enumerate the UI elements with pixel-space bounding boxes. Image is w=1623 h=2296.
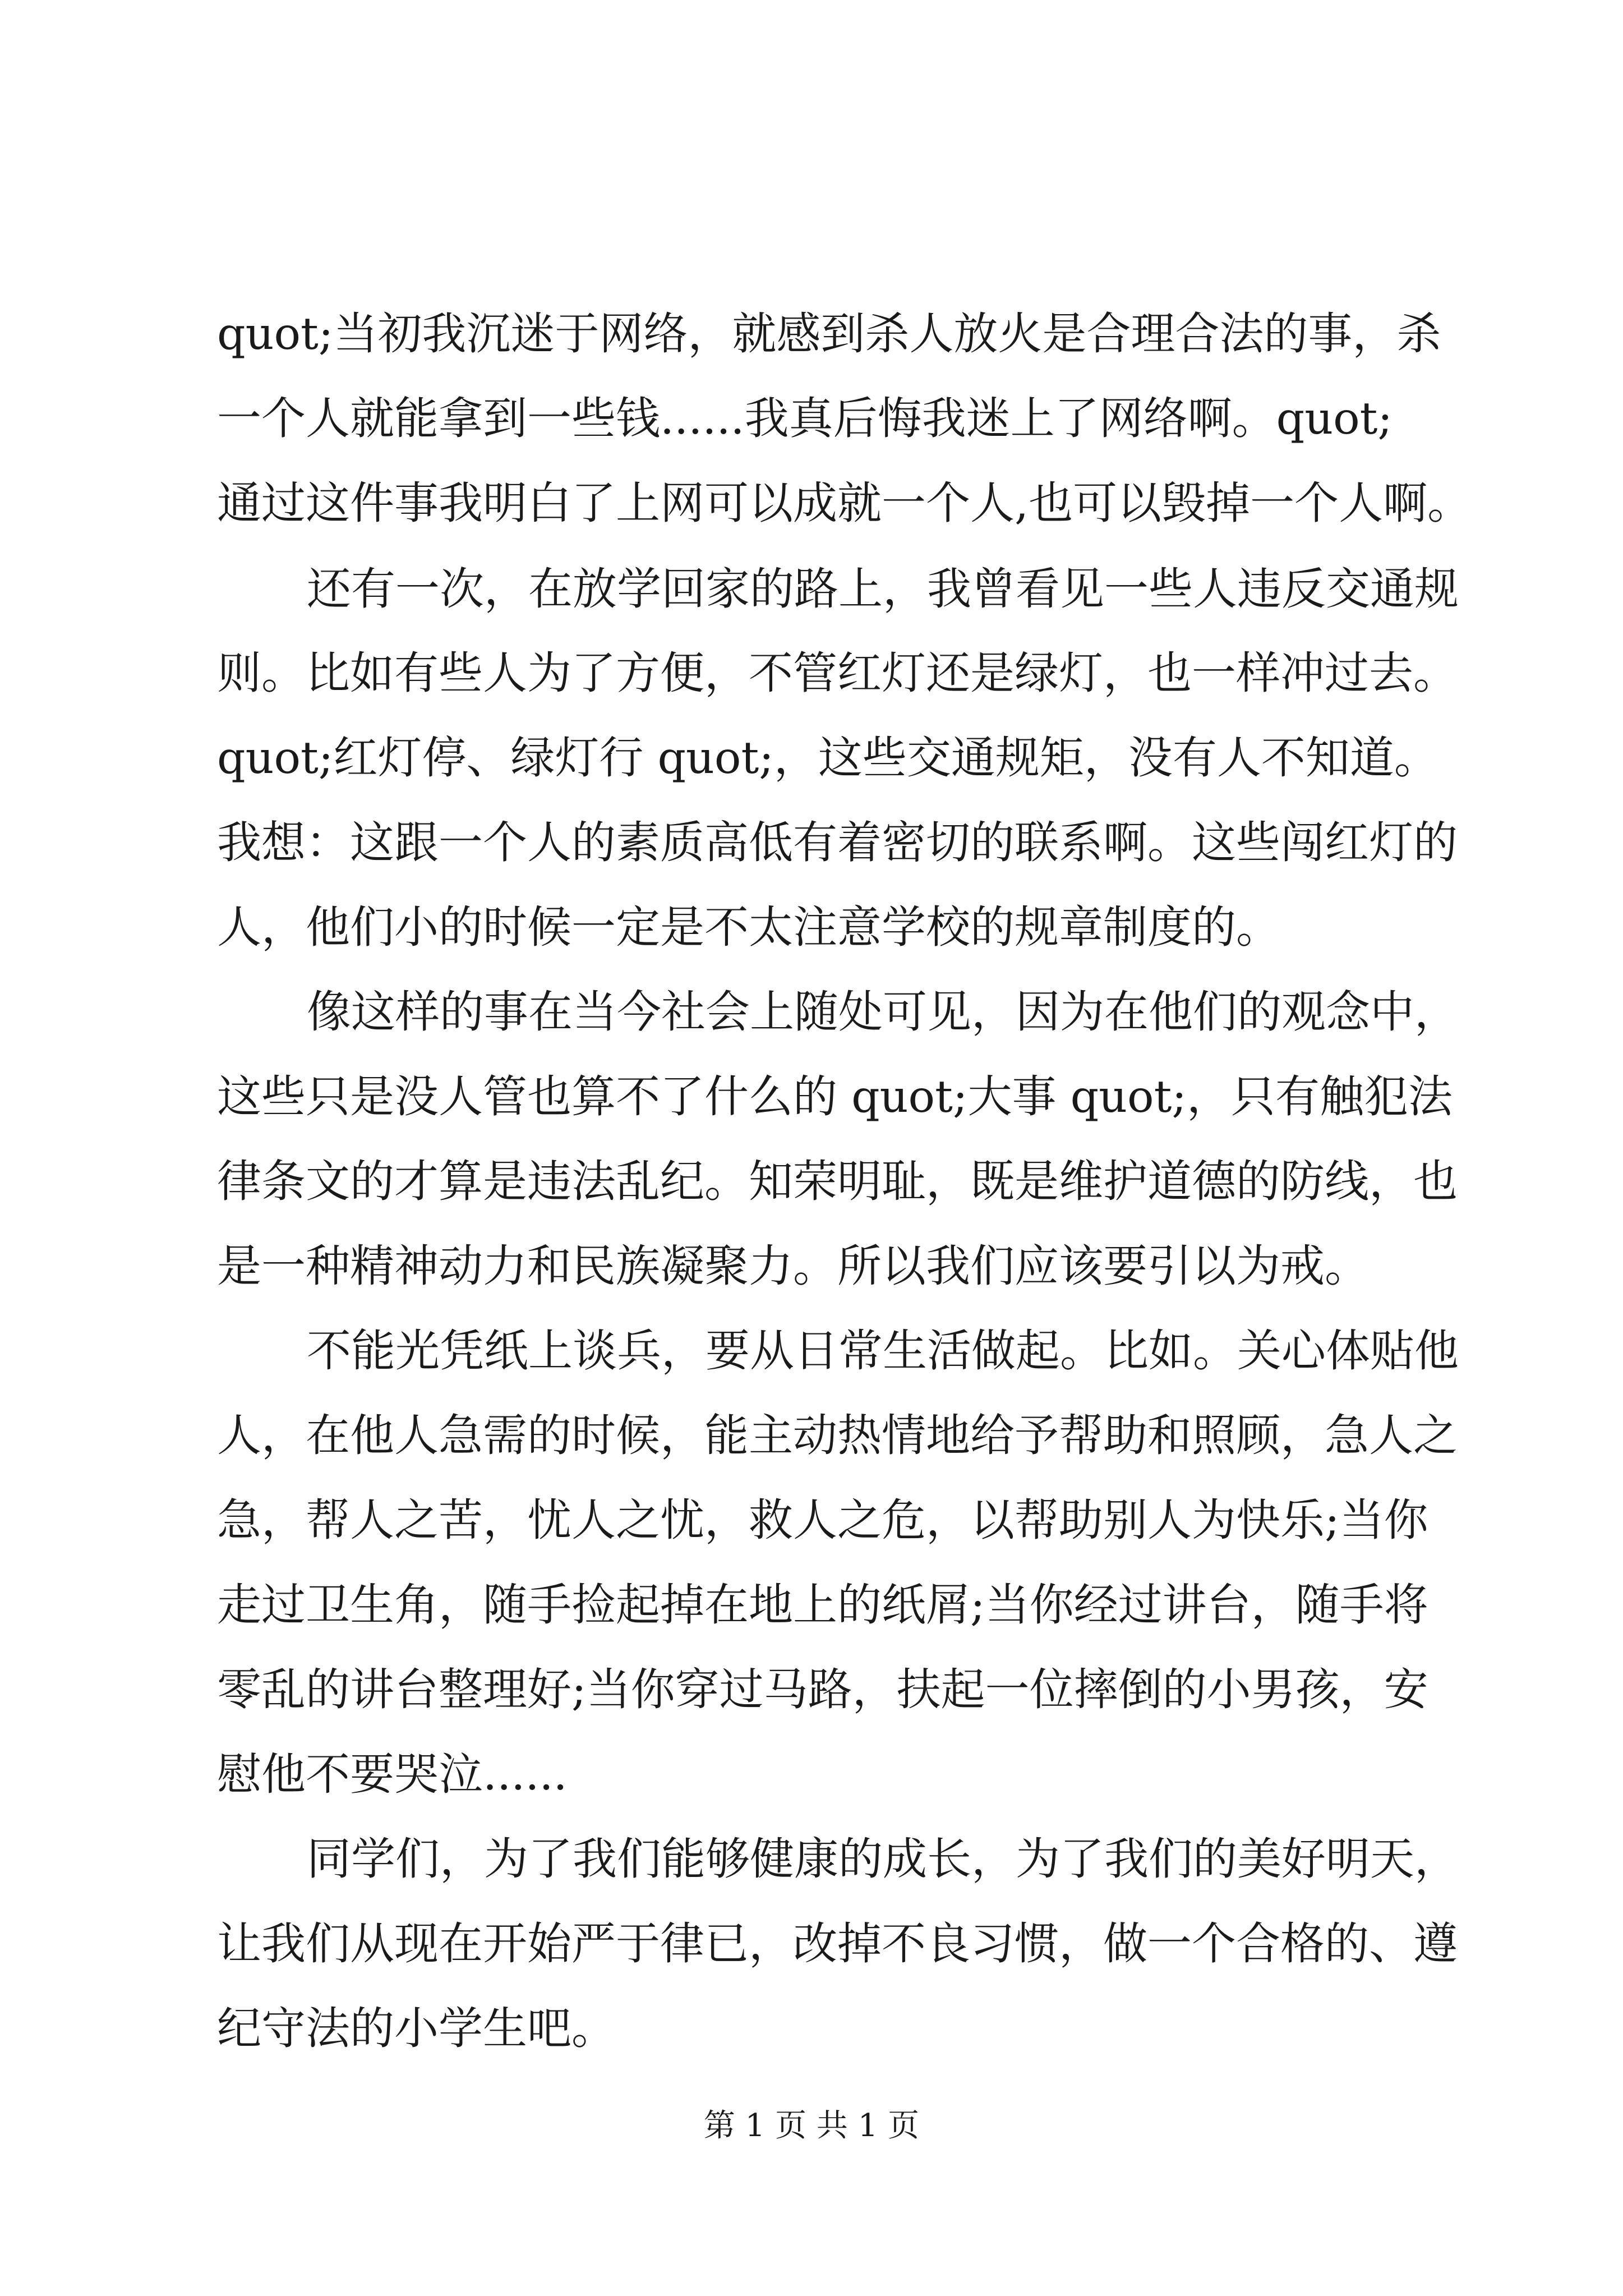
text-line: 急，帮人之苦，忧人之忧，救人之危，以帮助别人为快乐;当你	[217, 1494, 1428, 1546]
text-line: 零乱的讲台整理好;当你穿过马路，扶起一位摔倒的小男孩，安	[217, 1664, 1428, 1715]
text-line: 我想：这跟一个人的素质高低有着密切的联系啊。这些闯红灯的	[217, 817, 1458, 868]
text-line: 让我们从现在开始严于律已，改掉不良习惯，做一个合格的、遵	[217, 1918, 1458, 1970]
text-line: 通过这件事我明白了上网可以成就一个人,也可以毁掉一个人啊。	[217, 477, 1472, 529]
page-footer: 第 1 页 共 1 页	[703, 2108, 920, 2144]
text-line: 一个人就能拿到一些钱......我真后悔我迷上了网络啊。quot;	[217, 393, 1393, 444]
text-line: quot;当初我沉迷于网络，就感到杀人放火是合理合法的事，杀	[217, 308, 1441, 360]
text-line: 走过卫生角，随手捡起掉在地上的纸屑;当你经过讲台，随手将	[217, 1579, 1428, 1631]
text-line: 是一种精神动力和民族凝聚力。所以我们应该要引以为戒。	[217, 1240, 1369, 1292]
text-line: 这些只是没人管也算不了什么的 quot;大事 quot;，只有触犯法	[217, 1071, 1453, 1122]
text-line: quot;红灯停、绿灯行 quot;，这些交通规矩，没有人不知道。	[217, 732, 1438, 784]
text-line: 则。比如有些人为了方便，不管红灯还是绿灯，也一样冲过去。	[217, 647, 1458, 699]
text-line: 慰他不要哭泣......	[217, 1749, 568, 1800]
text-line: 人，他们小的时候一定是不太注意学校的规章制度的。	[217, 901, 1280, 953]
text-line: 律条文的才算是违法乱纪。知荣明耻，既是维护道德的防线，也	[217, 1156, 1458, 1207]
text-line: 不能光凭纸上谈兵，要从日常生活做起。比如。关心体贴他	[307, 1325, 1459, 1377]
text-line: 像这样的事在当今社会上随处可见，因为在他们的观念中，	[307, 986, 1459, 1038]
text-line: 人，在他人急需的时候，能主动热情地给予帮助和照顾，急人之	[217, 1410, 1458, 1461]
text-line: 纪守法的小学生吧。	[217, 2003, 616, 2054]
text-line: 同学们，为了我们能够健康的成长，为了我们的美好明天，	[307, 1833, 1459, 1885]
text-line: 还有一次，在放学回家的路上，我曾看见一些人违反交通规	[307, 563, 1459, 615]
